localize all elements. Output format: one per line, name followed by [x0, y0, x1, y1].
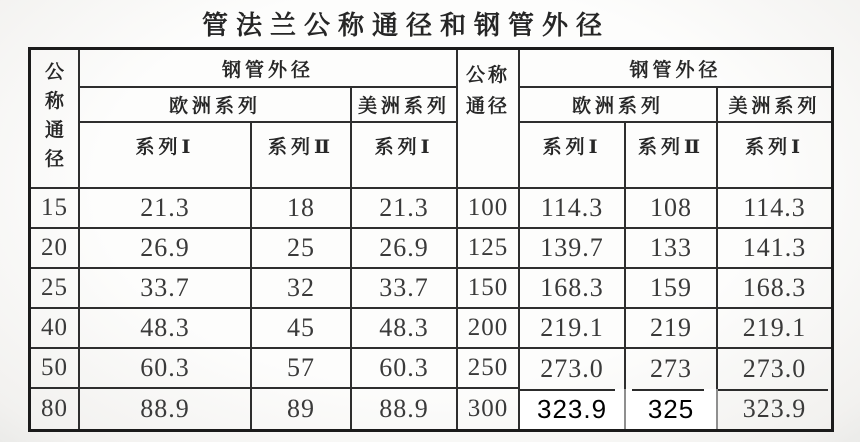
cell-dn: 50 — [31, 349, 80, 389]
cell-dn: 300 — [458, 389, 520, 429]
cell-od: 114.3 — [718, 189, 831, 229]
cell-od: 168.3 — [520, 269, 626, 309]
cell-dn: 250 — [458, 349, 520, 389]
cell-od-patched: 325 — [626, 389, 718, 429]
header-nominal-diameter-left — [31, 50, 80, 189]
dn-char: 通 — [44, 120, 64, 141]
table-row — [31, 189, 831, 229]
cell-dn: 100 — [458, 189, 520, 229]
cell-od: 33.7 — [80, 269, 252, 309]
dn-char: 径 — [44, 149, 64, 170]
cell-od: 159 — [626, 269, 718, 309]
cell-od: 32 — [252, 269, 352, 309]
header-row-3 — [31, 123, 831, 189]
cell-od: 21.3 — [80, 189, 252, 229]
cell-od: 60.3 — [80, 349, 252, 389]
cell-od: 323.9 — [718, 389, 831, 429]
header-row-1 — [31, 50, 831, 88]
header-europe-series-right: 欧洲系列 — [520, 88, 718, 123]
cell-od: 60.3 — [352, 349, 458, 389]
cell-od: 108 — [626, 189, 718, 229]
cell-od: 18 — [252, 189, 352, 229]
cell-od-patched: 323.9 — [520, 389, 626, 429]
header-steel-pipe-od-left: 钢管外径 — [80, 50, 458, 88]
header-series-1-america-right: 系列Ⅰ — [718, 123, 831, 189]
cell-od: 219 — [626, 309, 718, 349]
header-series-2-europe-left: 系列Ⅱ — [252, 123, 352, 189]
cell-od: 168.3 — [718, 269, 831, 309]
cell-od: 26.9 — [352, 229, 458, 269]
cell-od: 45 — [252, 309, 352, 349]
table-row — [31, 389, 831, 429]
cell-od: 48.3 — [80, 309, 252, 349]
header-america-series-left: 美洲系列 — [352, 88, 458, 123]
cell-od: 26.9 — [80, 229, 252, 269]
cell-dn: 25 — [31, 269, 80, 309]
cell-od: 273.0 — [742, 354, 807, 383]
header-america-series-right: 美洲系列 — [718, 88, 831, 123]
header-row-2 — [31, 88, 831, 123]
cell-od: 25 — [252, 229, 352, 269]
header-series-1-europe-left: 系列Ⅰ — [80, 123, 252, 189]
cell-od: 21.3 — [352, 189, 458, 229]
header-europe-series-left: 欧洲系列 — [80, 88, 352, 123]
table-row — [31, 269, 831, 309]
cell-dn: 150 — [458, 269, 520, 309]
dn-line: 通径 — [466, 96, 511, 117]
dn-char: 称 — [44, 91, 64, 112]
dn-line: 公称 — [466, 65, 511, 86]
cell-dn: 15 — [31, 189, 80, 229]
cell-dn: 125 — [458, 229, 520, 269]
table-row — [31, 309, 831, 349]
header-steel-pipe-od-right: 钢管外径 — [520, 50, 831, 88]
cell-od: 88.9 — [80, 389, 252, 429]
cell-dn: 20 — [31, 229, 80, 269]
cell-od: 57 — [252, 349, 352, 389]
cell-od: 139.7 — [520, 229, 626, 269]
cell-od: 141.3 — [718, 229, 831, 269]
cell-od: 219.1 — [520, 309, 626, 349]
flange-dn-pipe-od-table — [28, 47, 834, 432]
cell-dn: 200 — [458, 309, 520, 349]
cell-od: 48.3 — [352, 309, 458, 349]
cell-od: 88.9 — [352, 389, 458, 429]
cell-od: 133 — [626, 229, 718, 269]
cell-od: 114.3 — [520, 189, 626, 229]
table-row — [31, 349, 831, 389]
cell-od: 33.7 — [352, 269, 458, 309]
dn-char: 公 — [44, 62, 64, 83]
header-series-1-america-left: 系列Ⅰ — [352, 123, 458, 189]
cell-od: 219.1 — [718, 309, 831, 349]
cell-od: 273.0 — [520, 349, 626, 389]
header-nominal-diameter-right — [458, 50, 520, 189]
cell-dn: 80 — [31, 389, 80, 429]
header-series-2-europe-right: 系列Ⅱ — [626, 123, 718, 189]
page-title: 管法兰公称通径和钢管外径 — [201, 11, 610, 40]
cell-dn: 40 — [31, 309, 80, 349]
table-row — [31, 229, 831, 269]
cell-od: 89 — [252, 389, 352, 429]
cell-od: 273 — [626, 349, 718, 389]
header-series-1-europe-right: 系列Ⅰ — [520, 123, 626, 189]
